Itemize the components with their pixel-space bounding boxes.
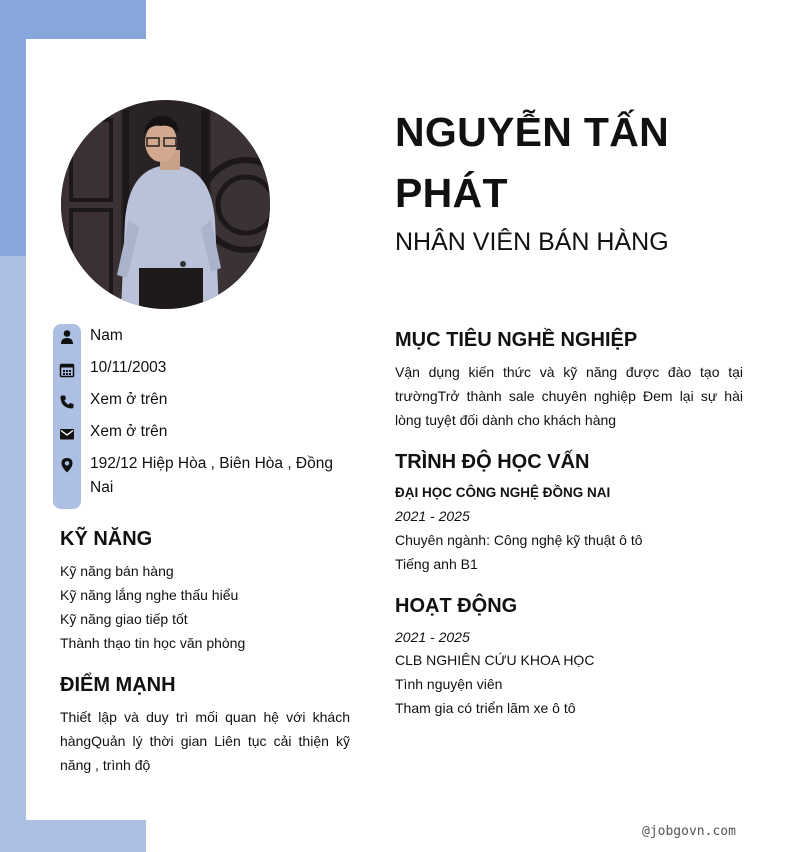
education-heading: TRÌNH ĐỘ HỌC VẤN [395,451,590,473]
location-pin-icon [59,457,75,473]
education-school: ĐẠI HỌC CÔNG NGHỆ ĐỒNG NAI [395,485,611,500]
education-line: Tiếng anh B1 [395,556,478,572]
activities-heading: HOẠT ĐỘNG [395,595,518,617]
education-line: Chuyên ngành: Công nghệ kỹ thuật ô tô [395,532,643,548]
skill-item: Kỹ năng giao tiếp tốt [60,611,188,627]
skill-item: Kỹ năng bán hàng [60,563,174,579]
contact-gender-text: Nam [90,327,123,344]
activities-period: 2021 - 2025 [395,629,470,645]
education-period: 2021 - 2025 [395,508,470,524]
contact-icon-strip [53,324,81,509]
phone-icon [59,394,75,410]
watermark-text: @jobgovn.com [642,824,736,839]
contact-birthdate-text: 10/11/2003 [90,359,167,376]
candidate-position: NHÂN VIÊN BÁN HÀNG [395,228,669,256]
strengths-heading: ĐIỂM MẠNH [60,674,176,696]
objective-heading: MỤC TIÊU NGHỀ NGHIỆP [395,329,638,351]
activity-item: Tham gia có triển lãm xe ô tô [395,700,576,716]
email-icon [59,426,75,442]
skills-heading: KỸ NĂNG [60,528,153,550]
skill-item: Kỹ năng lắng nghe thấu hiểu [60,587,239,603]
objective-text: Vận dụng kiến thức và kỹ năng được đào tạo tại trườngTrở thành sale chuyên nghiệp Đem lại sự hài lòng tuyệt đối dành cho khách hàng [395,364,743,428]
contact-phone-text: Xem ở trên [90,391,168,408]
contact-email-text: Xem ở trên [90,423,168,440]
contact-address-text: 192/12 Hiệp Hòa , Biên Hòa , Đồng Nai [90,455,333,496]
candidate-name: NGUYỄN TẤN PHÁT [395,109,670,216]
skill-item: Thành thạo tin học văn phòng [60,635,246,651]
profile-photo [61,100,270,309]
person-icon [59,329,75,345]
strengths-text: Thiết lập và duy trì mối quan hệ với khách hàngQuản lý thời gian Liên tục cải thiện kỹ năng , trình độ [60,709,350,773]
activity-item: CLB NGHIÊN CỨU KHOA HỌC [395,652,595,668]
calendar-icon [59,362,75,378]
activity-item: Tình nguyện viên [395,676,503,692]
